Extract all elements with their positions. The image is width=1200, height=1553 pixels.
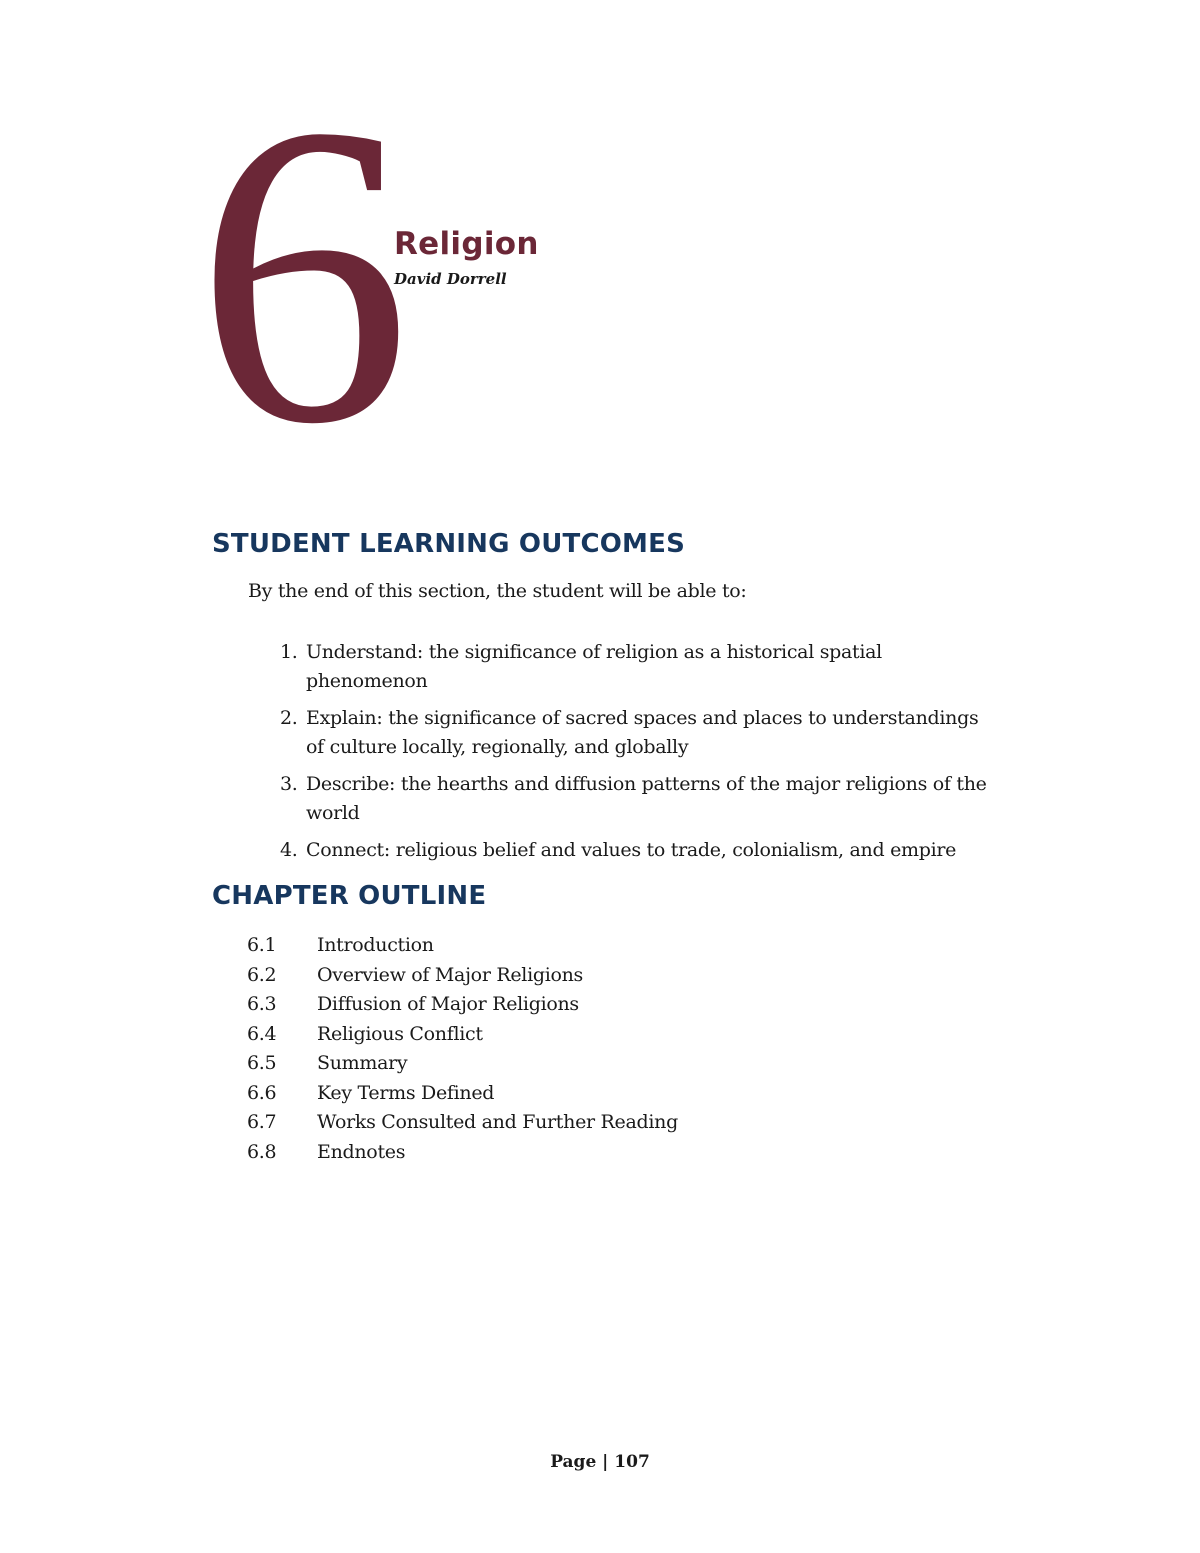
outline-section-number: 6.8 bbox=[247, 1140, 277, 1163]
outline-item bbox=[247, 1108, 678, 1138]
outline-section-title: Diffusion of Major Religions bbox=[317, 993, 579, 1015]
list-item bbox=[280, 836, 1000, 865]
page-number-footer: Page | 107 bbox=[550, 1452, 650, 1472]
outline-section-title: Works Consulted and Further Reading bbox=[317, 1111, 678, 1133]
list-item bbox=[280, 704, 1000, 762]
outline-section-title: Key Terms Defined bbox=[317, 1081, 495, 1104]
outline-item bbox=[247, 1138, 678, 1168]
learning-outcomes-list bbox=[280, 638, 1000, 873]
outcome-text: Describe: the hearths and diffusion patterns of the major religions of the world bbox=[306, 773, 987, 824]
outline-item bbox=[247, 1079, 678, 1109]
chapter-outline-heading: CHAPTER OUTLINE bbox=[212, 881, 487, 911]
outline-section-number: 6.2 bbox=[247, 963, 277, 986]
chapter-author: David Dorrell bbox=[394, 270, 507, 288]
outcome-text: Understand: the significance of religion as a historical spatial phenomenon bbox=[306, 641, 882, 692]
chapter-number: 6 bbox=[196, 37, 411, 513]
outline-section-number: 6.4 bbox=[247, 1022, 277, 1045]
chapter-outline-list bbox=[247, 931, 678, 1167]
outline-item bbox=[247, 931, 678, 961]
outline-section-number: 6.5 bbox=[247, 1052, 277, 1074]
outline-item bbox=[247, 1049, 678, 1079]
learning-outcomes-intro: By the end of this section, the student will be able to: bbox=[248, 580, 747, 602]
outline-item bbox=[247, 990, 678, 1020]
outline-section-number: 6.1 bbox=[247, 934, 277, 956]
chapter-title: Religion bbox=[394, 226, 539, 262]
outline-section-title: Introduction bbox=[317, 934, 434, 956]
outline-section-number: 6.3 bbox=[247, 993, 277, 1015]
learning-outcomes-heading: STUDENT LEARNING OUTCOMES bbox=[212, 529, 686, 559]
outline-item bbox=[247, 961, 678, 991]
outline-section-title: Endnotes bbox=[317, 1140, 406, 1163]
list-item bbox=[280, 638, 1000, 696]
outline-section-title: Religious Conflict bbox=[317, 1022, 483, 1045]
outline-section-title: Summary bbox=[317, 1052, 408, 1074]
outcome-number: 4. bbox=[280, 839, 298, 861]
outline-section-number: 6.6 bbox=[247, 1081, 277, 1104]
outcome-number: 3. bbox=[280, 773, 298, 795]
outline-section-title: Overview of Major Religions bbox=[317, 963, 584, 986]
outline-section-number: 6.7 bbox=[247, 1111, 277, 1133]
outcome-number: 2. bbox=[280, 707, 298, 729]
outcome-number: 1. bbox=[280, 641, 298, 663]
outcome-text: Explain: the significance of sacred spaces and places to understandings of culture locally, regionally, and globally bbox=[306, 707, 979, 758]
outline-item bbox=[247, 1020, 678, 1050]
outcome-text: Connect: religious belief and values to trade, colonialism, and empire bbox=[306, 839, 957, 861]
list-item bbox=[280, 770, 1000, 828]
